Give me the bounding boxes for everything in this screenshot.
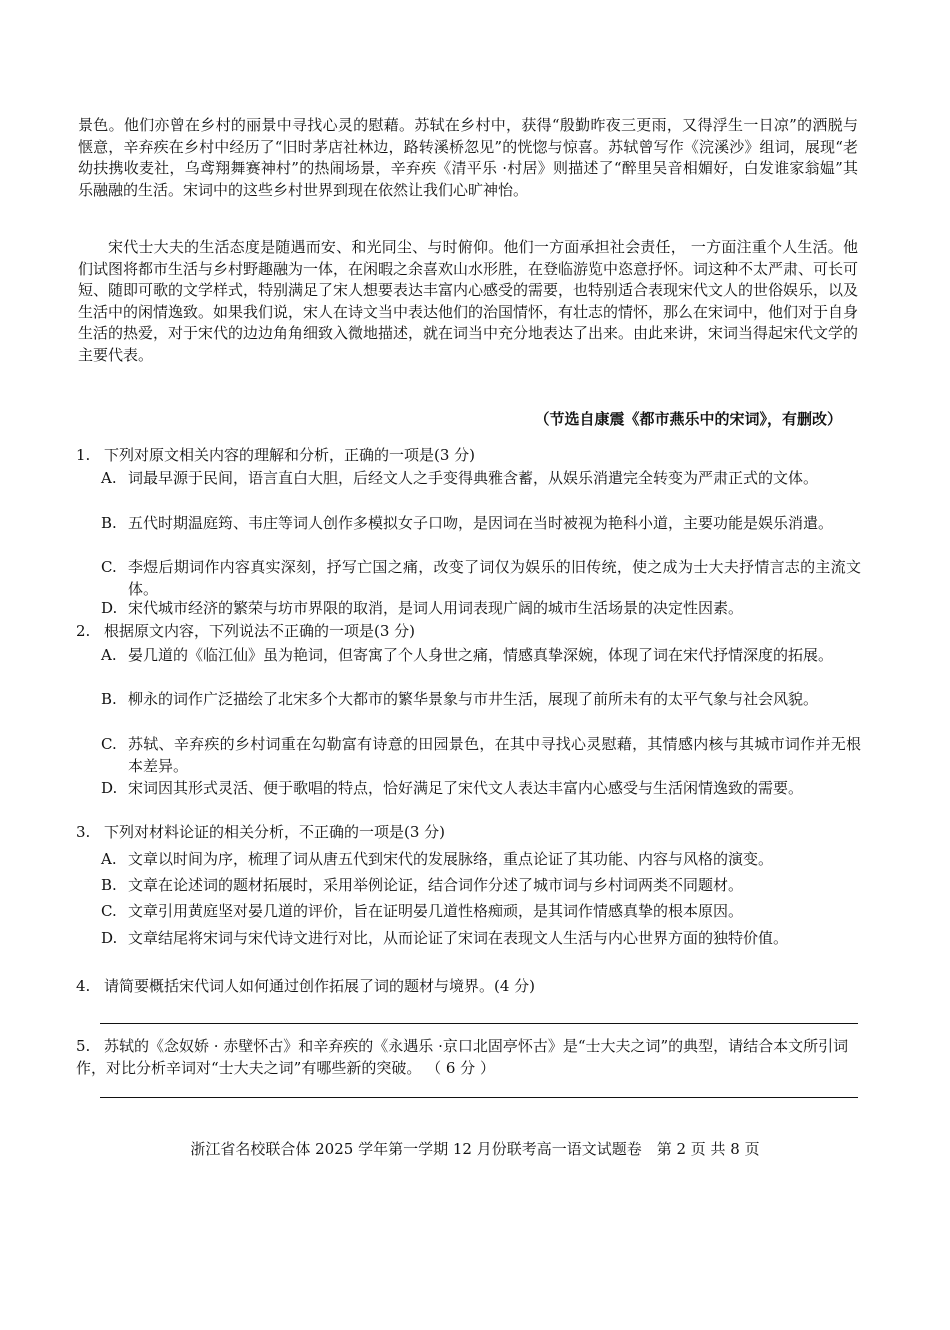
question-stem: 苏轼的《念奴娇 · 赤壁怀古》和辛弃疾的《永遇乐 ·京口北固亭怀古》是“士大夫之词”的典型，请结合本文所引词作，对比分析辛词对“士大夫之词”有哪些新的突破。 （ 6 分 ） xyxy=(76,1037,849,1077)
option-label: B. xyxy=(101,690,117,708)
question-1-option-d[interactable] xyxy=(101,598,861,620)
question-3-option-c[interactable] xyxy=(101,901,861,923)
question-3-option-d[interactable] xyxy=(101,928,861,950)
option-label: D. xyxy=(101,779,118,797)
question-stem: 根据原文内容，下列说法不正确的一项是(3 分) xyxy=(104,622,416,640)
question-stem: 请简要概括宋代词人如何通过创作拓展了词的题材与境界。(4 分) xyxy=(104,977,536,995)
question-number: 5. xyxy=(76,1037,91,1055)
option-label: B. xyxy=(101,514,117,532)
answer-line[interactable] xyxy=(100,1023,858,1024)
question-3-option-b[interactable] xyxy=(101,875,861,897)
question-stem: 下列对原文相关内容的理解和分析，正确的一项是(3 分) xyxy=(104,446,476,464)
option-text: 宋词因其形式灵活、便于歌唱的特点，恰好满足了宋代文人表达丰富内心感受与生活闲情逸致的需要。 xyxy=(128,779,804,797)
question-4 xyxy=(76,976,866,998)
answer-line[interactable] xyxy=(100,1097,858,1098)
question-3-option-a[interactable] xyxy=(101,849,861,871)
option-text: 词最早源于民间，语言直白大胆，后经文人之手变得典雅含蓄，从娱乐消遣完全转变为严肃正式的文体。 xyxy=(128,469,819,487)
option-text: 柳永的词作广泛描绘了北宋多个大都市的繁华景象与市井生活，展现了前所未有的太平气象与社会风貌。 xyxy=(128,690,819,708)
question-number: 4. xyxy=(76,977,91,995)
question-2-option-a[interactable] xyxy=(101,645,861,667)
option-text: 文章结尾将宋词与宋代诗文进行对比，从而论证了宋词在表现文人生活与内心世界方面的独特价值。 xyxy=(128,929,789,947)
option-text: 宋代城市经济的繁荣与坊市界限的取消，是词人用词表现广阔的城市生活场景的决定性因素。 xyxy=(128,599,744,617)
question-2 xyxy=(76,621,866,643)
option-label: B. xyxy=(101,876,117,894)
passage-paragraph: 宋代士大夫的生活态度是随遇而安、和光同尘、与时俯仰。他们一方面承担社会责任， 一方面注重个人生活。他们试图将都市生活与乡村野趣融为一体，在闲暇之余喜欢山水形胜，在登临游览中恣意抒怀。词这种不太严肃、可长可短、随即可歌的文学样式，特别满足了宋人想要表达丰富内心感受的需要，也特别适合表现宋代文人的世俗娱乐，以及生活中的闲情逸致。如果我们说，宋人在诗文当中表达他们的治国情怀，有壮志的情怀，那么在宋词中，他们对于自身生活的热爱，对于宋代的边边角角细致入微地描述，就在词当中充分地表达了出来。由此来讲，宋词当得起宋代文学的主要代表。 xyxy=(78,238,859,364)
option-label: D. xyxy=(101,929,118,947)
question-1-option-c[interactable] xyxy=(101,557,861,600)
option-label: A. xyxy=(101,646,117,664)
passage-paragraph: 景色。他们亦曾在乡村的丽景中寻找心灵的慰藉。苏轼在乡村中，获得“殷勤昨夜三更雨，又得浮生一日凉”的洒脱与惬意，辛弃疾在乡村中经历了“旧时茅店社林边，路转溪桥忽见”的恍惚与惊喜。苏轼曾写作《浣溪沙》组词，展现“老幼扶携收麦社，乌鸢翔舞赛神村”的热闹场景，辛弃疾《清平乐 ·村居》则描述了“醉里吴音相媚好，白发谁家翁媪”其乐融融的生活。宋词中的这些乡村世界到现在依然让我们心旷神怡。 xyxy=(78,116,858,199)
option-label: C. xyxy=(101,558,117,576)
option-text: 文章以时间为序，梳理了词从唐五代到宋代的发展脉络，重点论证了其功能、内容与风格的演变。 xyxy=(128,850,774,868)
question-1 xyxy=(76,445,866,467)
question-5 xyxy=(76,1036,866,1079)
option-text: 五代时期温庭筠、韦庄等词人创作多模拟女子口吻，是因词在当时被视为艳科小道，主要功能是娱乐消遣。 xyxy=(128,514,834,532)
question-number: 2. xyxy=(76,622,91,640)
question-2-option-b[interactable] xyxy=(101,689,861,711)
option-label: C. xyxy=(101,902,117,920)
option-label: A. xyxy=(101,469,117,487)
question-1-option-a[interactable] xyxy=(101,468,861,490)
question-number: 1. xyxy=(76,446,91,464)
option-text: 苏轼、辛弃疾的乡村词重在勾勒富有诗意的田园景色，在其中寻找心灵慰藉，其情感内核与其城市词作并无根本差异。 xyxy=(128,735,861,775)
question-stem: 下列对材料论证的相关分析，不正确的一项是(3 分) xyxy=(104,823,446,841)
option-text: 李煜后期词作内容真实深刻，抒写亡国之痛，改变了词仅为娱乐的旧传统，使之成为士大夫抒情言志的主流文体。 xyxy=(128,558,861,598)
passage-source: （节选自康震《都市燕乐中的宋词》，有删改） xyxy=(534,410,842,428)
option-text: 晏几道的《临江仙》虽为艳词，但寄寓了个人身世之痛，情感真挚深婉，体现了词在宋代抒情深度的拓展。 xyxy=(128,646,834,664)
option-label: D. xyxy=(101,599,118,617)
question-1-option-b[interactable] xyxy=(101,513,861,535)
question-2-option-c[interactable] xyxy=(101,734,861,777)
page-footer: 浙江省名校联合体 2025 学年第一学期 12 月份联考高一语文试题卷 第 2 页 共 8 页 xyxy=(190,1140,760,1158)
option-label: A. xyxy=(101,850,117,868)
question-number: 3. xyxy=(76,823,91,841)
option-text: 文章引用黄庭坚对晏几道的评价，旨在证明晏几道性格痴顽，是其词作情感真挚的根本原因。 xyxy=(128,902,744,920)
option-label: C. xyxy=(101,735,117,753)
question-2-option-d[interactable] xyxy=(101,778,861,800)
question-3 xyxy=(76,822,866,844)
option-text: 文章在论述词的题材拓展时，采用举例论证，结合词作分述了城市词与乡村词两类不同题材。 xyxy=(128,876,744,894)
